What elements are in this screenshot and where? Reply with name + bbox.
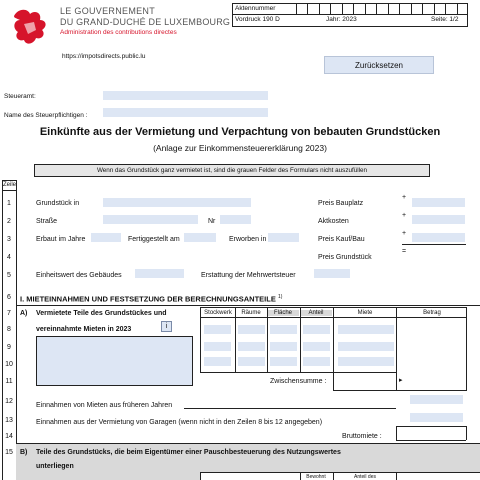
logo-line2: DU GRAND-DUCHÉ DE LUXEMBOURG <box>60 17 231 27</box>
grundstueck-label: Grundstück in <box>36 200 80 207</box>
table-cell[interactable] <box>303 357 330 366</box>
row-number: 13 <box>5 417 13 424</box>
section-heading-I <box>20 294 282 304</box>
bruttomiete-label: Bruttomiete : <box>342 433 382 440</box>
aktennummer-label: Aktennummer <box>235 5 276 12</box>
table-cell[interactable] <box>270 325 297 334</box>
plus-sign: + <box>402 212 407 219</box>
col-header-anteil-des: Anteil des <box>354 474 376 480</box>
einheitswert-label: Einheitswert des Gebäudes <box>36 272 122 279</box>
frueheren-jahren-field[interactable] <box>410 395 463 404</box>
table-cell[interactable] <box>303 342 330 351</box>
fertiggestellt-label: Fertiggestellt am <box>128 236 180 243</box>
arrow-icon: ▸ <box>399 377 403 384</box>
table-cell[interactable] <box>270 342 297 351</box>
table-cell[interactable] <box>204 325 231 334</box>
preis-grundstueck-label: Preis Grundstück <box>318 254 372 261</box>
row-number: 9 <box>7 344 11 351</box>
row-number: 6 <box>7 294 11 301</box>
col-header-bewohnt: Bewohnt <box>306 474 326 480</box>
fertiggestellt-field[interactable] <box>184 233 216 242</box>
preis-kauf-field[interactable] <box>412 233 465 242</box>
erworben-field[interactable] <box>268 233 299 242</box>
nr-field[interactable] <box>220 215 251 224</box>
equals-sign: = <box>402 248 407 255</box>
reset-button[interactable]: Zurücksetzen <box>324 56 434 74</box>
col-header-stockwerk: Stockwerk <box>204 310 232 316</box>
steueramt-field[interactable] <box>103 91 268 100</box>
col-header-raeume: Räume <box>241 310 261 316</box>
info-button[interactable]: i <box>161 321 172 332</box>
plus-sign: + <box>402 194 407 201</box>
row-number: 5 <box>7 272 11 279</box>
table-cell[interactable] <box>303 325 330 334</box>
section-letter-b: B) <box>20 449 28 456</box>
frueheren-jahren-label: Einnahmen von Mieten aus früheren Jahren <box>36 402 173 409</box>
nr-label: Nr <box>208 218 216 225</box>
table-cell[interactable] <box>204 342 231 351</box>
row-number: 12 <box>5 398 13 405</box>
pauschbesteuerung-label: Teile des Grundstücks, die beim Eigentümer einer Pauschbesteuerung des Nutzungswertes <box>36 449 341 456</box>
mwst-field[interactable] <box>314 269 350 278</box>
table-cell[interactable] <box>238 342 265 351</box>
steueramt-label: Steueramt: <box>4 93 36 100</box>
lion-crest-icon <box>8 6 54 50</box>
table-cell[interactable] <box>238 325 265 334</box>
erbaut-field[interactable] <box>91 233 121 242</box>
grundstueck-field[interactable] <box>103 198 251 207</box>
notice-banner: Wenn das Grundstück ganz vermietet ist, sind die grauen Felder des Formulars nicht auszufüllen <box>34 164 430 177</box>
row-number: 15 <box>5 449 13 456</box>
vermietete-teile-label: Vermietete Teile des Grundstückes und <box>36 310 167 317</box>
row-number: 4 <box>7 254 11 261</box>
plus-sign: + <box>402 230 407 237</box>
garagen-label: Einnahmen aus der Vermietung von Garagen (wenn nicht in den Zeilen 8 bis 12 angegeben) <box>36 419 323 426</box>
row-number: 11 <box>5 378 13 385</box>
footnote-marker: 1) <box>277 294 283 300</box>
name-field[interactable] <box>103 108 268 117</box>
website-url: https://impotsdirects.public.lu <box>62 53 146 60</box>
strasse-label: Straße <box>36 218 58 225</box>
row-number: 8 <box>7 326 11 333</box>
col-header-flaeche: Fläche <box>267 310 299 316</box>
section-letter-a: A) <box>20 310 28 317</box>
description-textarea[interactable] <box>36 336 193 386</box>
aktkosten-label: Aktkosten <box>318 218 349 225</box>
row-number: 3 <box>7 236 11 243</box>
mwst-label: Erstattung der Mehrwertsteuer <box>201 272 296 279</box>
row-number: 10 <box>5 361 13 368</box>
seite-label: Seite: 1/2 <box>431 16 459 23</box>
row-number: 7 <box>7 310 11 317</box>
aktennummer-boxes[interactable] <box>296 3 468 14</box>
jahr-label: Jahr: 2023 <box>326 16 357 23</box>
col-header-miete: Miete <box>357 310 373 316</box>
zeile-label: Zeile <box>3 182 17 188</box>
erbaut-label: Erbaut im Jahre <box>36 236 86 243</box>
vordruck-label: Vordruck 190 D <box>235 16 280 23</box>
zwischensumme-label: Zwischensumme : <box>270 378 327 385</box>
strasse-field[interactable] <box>103 215 198 224</box>
government-logo <box>8 6 54 50</box>
table-cell[interactable] <box>338 357 394 366</box>
page-subtitle: (Anlage zur Einkommensteuererklärung 2023) <box>153 143 327 153</box>
table-cell[interactable] <box>338 342 394 351</box>
table-cell[interactable] <box>338 325 394 334</box>
table-cell[interactable] <box>204 357 231 366</box>
row-number: 2 <box>7 218 11 225</box>
col-header-anteil: Anteil <box>300 310 332 316</box>
logo-line1: LE GOUVERNEMENT <box>60 6 156 16</box>
table-cell[interactable] <box>270 357 297 366</box>
page-title: Einkünfte aus der Vermietung und Verpachtung von bebauten Grundstücken <box>39 126 441 138</box>
col-header-betrag: Betrag <box>423 310 441 316</box>
row-number: 14 <box>5 433 13 440</box>
vereinnahmte-mieten-label: vereinnahmte Mieten in 2023 <box>36 326 132 333</box>
preis-bauplatz-label: Preis Bauplatz <box>318 200 364 207</box>
erworben-label: Erworben in <box>229 236 267 243</box>
preis-kauf-label: Preis Kauf/Bau <box>318 236 365 243</box>
preis-bauplatz-field[interactable] <box>412 198 465 207</box>
logo-line3: Administration des contributions directes <box>60 29 177 36</box>
name-label: Name des Steuerpflichtigen : <box>4 112 88 119</box>
einheitswert-field[interactable] <box>135 269 184 278</box>
garagen-field[interactable] <box>410 413 463 422</box>
row-number: 1 <box>7 200 11 207</box>
table-cell[interactable] <box>238 357 265 366</box>
section-heading-text: I. MIETEINNAHMEN UND FESTSETZUNG DER BERECHNUNGSANTEILE <box>20 294 276 304</box>
unterliegen-label: unterliegen <box>36 463 74 470</box>
aktkosten-field[interactable] <box>412 215 465 224</box>
